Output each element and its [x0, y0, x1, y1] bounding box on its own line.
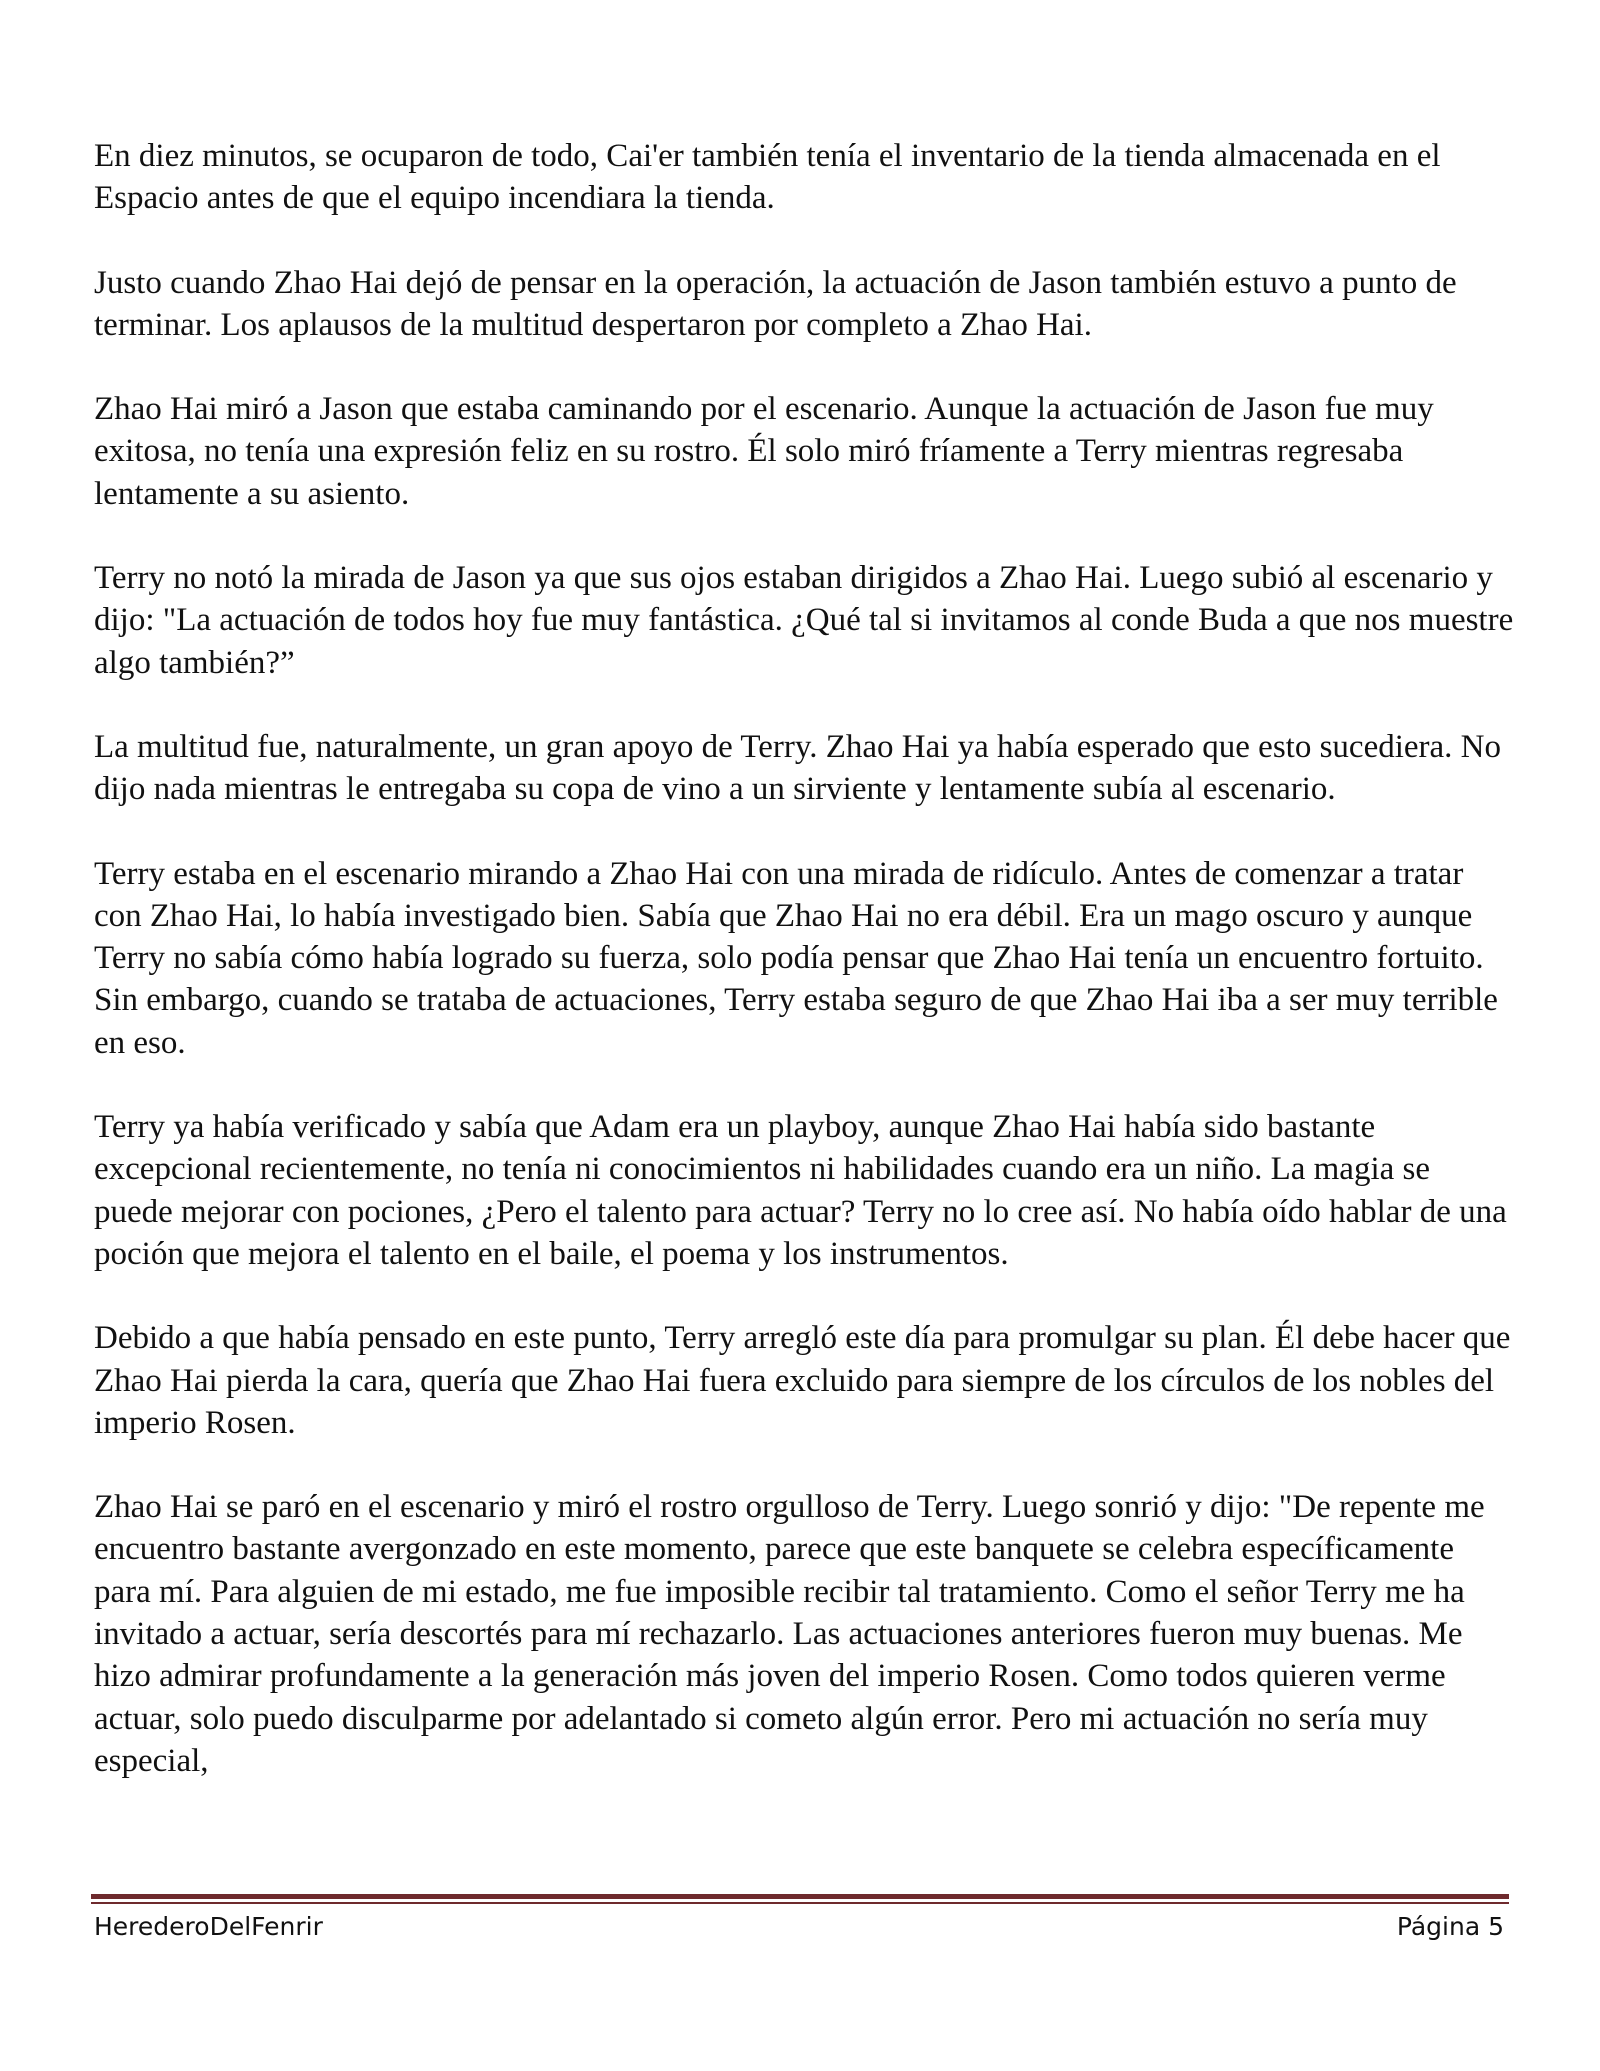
footer-divider [91, 1894, 1509, 1899]
page-number: Página 5 [1396, 1912, 1504, 1941]
footer-divider-thin [91, 1902, 1509, 1904]
paragraph: Zhao Hai se paró en el escenario y miró el rostro orgulloso de Terry. Luego sonrió y dijo: "De repente me encuentro bastante avergonzado en este momento, parece que este banquete se celebra específicamente para mí. Para alguien de mi estado, me fue imposible recibir tal tratamiento. Como el señor Terry me ha invitado a actuar, sería descortés para mí rechazarlo. Las actuaciones anteriores fueron muy buenas. Me hizo admirar profundamente a la generación más joven del imperio Rosen. Como todos quieren verme actuar, solo puedo disculparme por adelantado si cometo algún error. Pero mi actuación no sería muy especial, [94, 1489, 1485, 1779]
paragraph: Terry ya había verificado y sabía que Adam era un playboy, aunque Zhao Hai había sido bastante excepcional recientemente, no tenía ni conocimientos ni habilidades cuando era un niño. La magia se puede mejorar con pociones, ¿Pero el talento para actuar? Terry no lo cree así. No había oído hablar de una poción que mejora el talento en el baile, el poema y los instrumentos. [94, 1109, 1507, 1272]
paragraph: Debido a que había pensado en este punto, Terry arregló este día para promulgar su plan. Él debe hacer que Zhao Hai pierda la cara, quería que Zhao Hai fuera excluido para siempre de los círculos de los nobles del imperio Rosen. [94, 1320, 1511, 1441]
paragraph: Terry no notó la mirada de Jason ya que sus ojos estaban dirigidos a Zhao Hai. Luego subió al escenario y dijo: "La actuación de todos hoy fue muy fantástica. ¿Qué tal si invitamos al conde Buda a que nos muestre algo también?” [94, 560, 1514, 681]
paragraph: Terry estaba en el escenario mirando a Zhao Hai con una mirada de ridículo. Antes de comenzar a tratar con Zhao Hai, lo había investigado bien. Sabía que Zhao Hai no era débil. Era un mago oscuro y aunque Terry no sabía cómo había logrado su fuerza, solo podía pensar que Zhao Hai tenía un encuentro fortuito. Sin embargo, cuando se trataba de actuaciones, Terry estaba seguro de que Zhao Hai iba a ser muy terrible en eso. [94, 855, 1498, 1061]
paragraph: Justo cuando Zhao Hai dejó de pensar en la operación, la actuación de Jason también estuvo a punto de terminar. Los aplausos de la multitud despertaron por completo a Zhao Hai. [94, 264, 1457, 343]
body-text [94, 135, 1514, 1824]
paragraph: La multitud fue, naturalmente, un gran apoyo de Terry. Zhao Hai ya había esperado que esto sucediera. No dijo nada mientras le entregaba su copa de vino a un sirviente y lentamente subía al escenario. [94, 728, 1502, 808]
paragraph: En diez minutos, se ocuparon de todo, Cai'er también tenía el inventario de la tienda almacenada en el Espacio antes de que el equipo incendiara la tienda. [94, 138, 1441, 217]
footer-author: HerederoDelFenrir [94, 1912, 323, 1941]
paragraph: Zhao Hai miró a Jason que estaba caminando por el escenario. Aunque la actuación de Jason fue muy exitosa, no tenía una expresión feliz en su rostro. Él solo miró fríamente a Terry mientras regresaba lentamente a su asiento. [94, 391, 1434, 512]
